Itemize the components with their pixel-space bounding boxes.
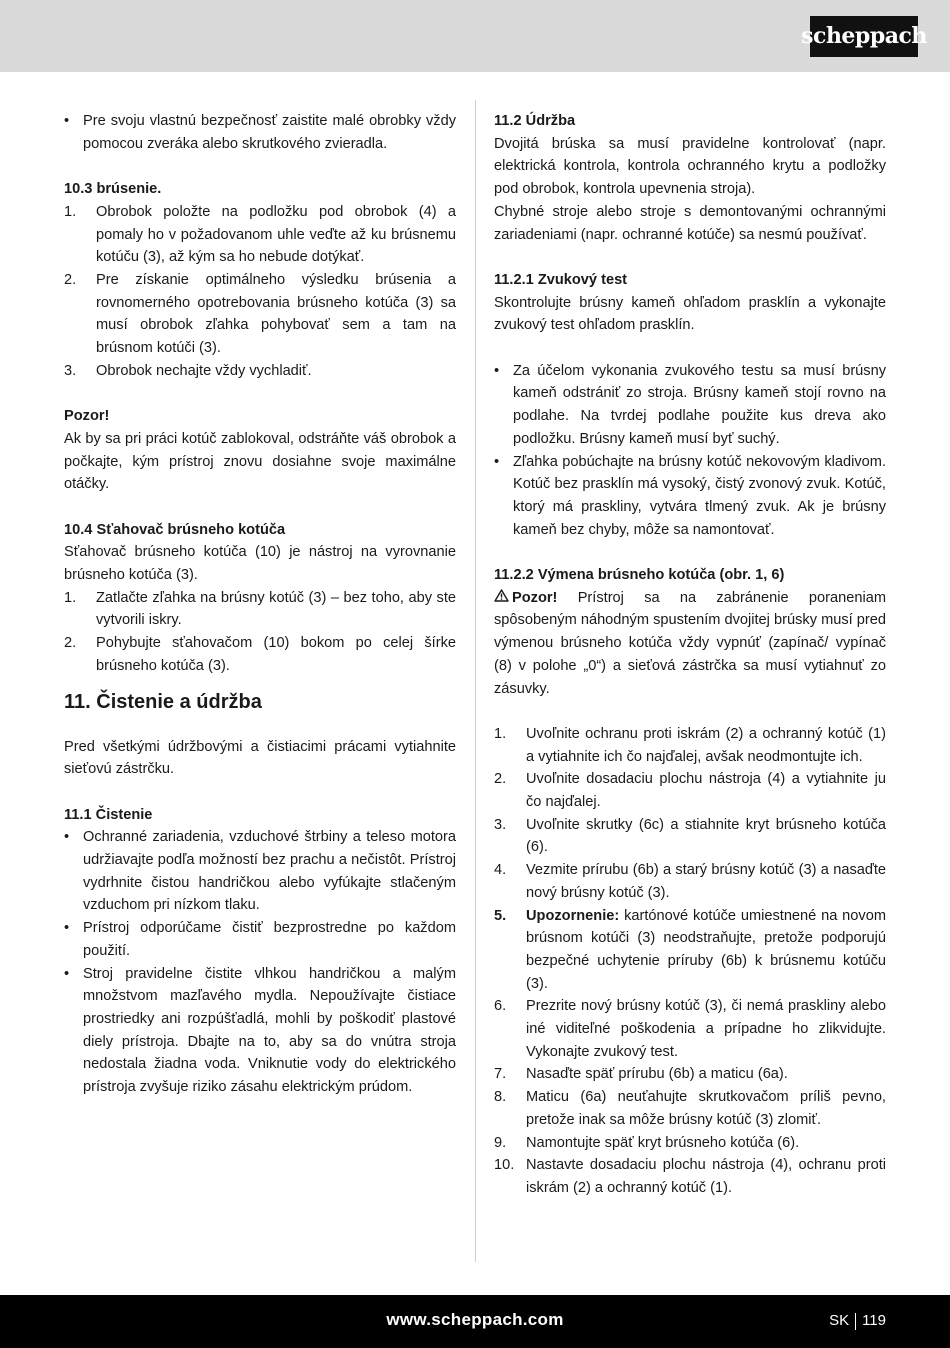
list-item: 1. Obrobok položte na podložku pod obrobok (4) a pomaly ho v požadovanom uhle veďte až ku brúsnemu kotúču (3), až kým sa ho nebude dotýkať. (64, 203, 456, 266)
pozor-title: Pozor! (64, 408, 110, 425)
section-11-2-p1: Dvojitá brúska sa musí pravidelne kontrolovať (napr. elektrická kontrola, kontrola ochranného krytu a podložky pod obrobok, kontrola upevnenia stroja). (494, 135, 886, 198)
list-item: 2. Pre získanie optimálneho výsledku brúsenia a rovnomerného opotrebovania brúsneho kotúča (3) sa musí obrobok zľahka pohybovať sem a tam na brúsnom kotúči (3). (64, 271, 456, 357)
list-item: • Ochranné zariadenia, vzduchové štrbiny a teleso motora udržiavajte podľa možností bez prachu a nečistôt. Prístroj vydrhnite čistou handričkou alebo vyfúkajte stlačeným vzduchom pri nízkom tlaku. (64, 826, 456, 917)
list-item: 5. Upozornenie: kartónové kotúče umiestnené na novom brúsnom kotúči (3) neodstraňujte, pretože podporujú bezpečné uchytenie príruby (6b) k brúsnemu kotúču (3). (494, 907, 886, 992)
list-item: 3. Uvoľnite skrutky (6c) a stiahnite kryt brúsneho kotúča (6). (494, 816, 886, 856)
list-item: • Zľahka pobúchajte na brúsny kotúč nekovovým kladivom. Kotúč bez prasklín má vysoký, čistý zvonový zvuk. Kotúč, ktorý má praskliny, vytvára tlmený zvuk. Ak je brúsny kameň bez chyby, môže sa namontovať. (494, 451, 886, 542)
page-number (829, 1310, 886, 1333)
footer-bar (0, 1295, 950, 1348)
list-item: 10. Nastavte dosadaciu plochu nástroja (4), ochranu proti iskrám (2) a ochranný kotúč (1). (494, 1157, 886, 1196)
warning-text: Prístroj sa na zabránenie poraneniam spôsobeným náhodným spustením dvojitej brúsky musí pred výmenou brúsneho kotúča vždy vypnúť (zapínač/ vypínač (8) v polohe „0“) a sieťová zástrčka sa musí vytiahnuť zo zásuvky. (494, 589, 886, 697)
pozor-text: Ak by sa pri práci kotúč zablokoval, odstráňte váš obrobok a počkajte, kým prístroj znovu dosiahne svoje maximálne otáčky. (64, 430, 456, 493)
section-11-2-title: 11.2 Údržba (494, 113, 576, 129)
warning-label: Pozor! (512, 589, 558, 606)
list-item: 9. Namontujte späť kryt brúsneho kotúča (6). (494, 1134, 800, 1151)
section-11-2-1-title: 11.2.1 Zvukový test (494, 271, 628, 288)
section-10-3-title: 10.3 brúsenie. (64, 181, 162, 198)
list-item: • Za účelom vykonania zvukového testu sa musí brúsny kameň odstrániť zo stroja. Brúsny kameň stojí rovno na podlahe. Na tvrdej podlahe použite kus dreva ako podložku. Brúsny kameň musí byť suchý. (494, 360, 886, 451)
list-item: 3. Obrobok nechajte vždy vychladiť. (64, 362, 312, 379)
section-10-4-steps (64, 587, 456, 678)
footer-url[interactable]: www.scheppach.com (386, 1310, 564, 1329)
section-10-3-steps (64, 201, 456, 383)
list-item: • Stroj pravidelne čistite vlhkou handričkou a malým množstvom mazľavého mydla. Nepoužívajte čistiace prostriedky ani rozpúšťadlá, mohli by poškodiť plastové diely prístroja. Dbajte na to, aby sa do vnútra stroja nedostala žiadna voda. Vniknutie vody do elektrického prístroja zvyšuje riziko zásahu elektrickým prúdom. (64, 963, 456, 1099)
section-11-title: 11. Čistenie a údržba (64, 690, 262, 713)
section-11-2-1-intro: Skontrolujte brúsny kameň ohľadom prasklín a vykonajte zvukový test ohľadom prasklín. (494, 294, 886, 334)
list-item: 6. Prezrite nový brúsny kotúč (3), či nemá praskliny alebo iné viditeľné poškodenia a prípadne ho zlikvidujte. Vykonajte zvukový test. (494, 998, 886, 1060)
brand-logo (801, 16, 927, 57)
left-column (64, 110, 456, 1099)
section-10-4-title: 10.4 Sťahovač brúsneho kotúča (64, 521, 286, 538)
section-11-2-1-bullets (494, 360, 886, 542)
header-bar (0, 0, 950, 72)
warning-paragraph (494, 587, 886, 701)
section-11-2-p2: Chybné stroje alebo stroje s demontovanými ochrannými zariadeniami (napr. ochranné kotúče) sa nesmú používať. (494, 203, 886, 243)
section-11-2-2-title: 11.2.2 Výmena brúsneho kotúča (obr. 1, 6) (494, 567, 785, 584)
list-item: • Prístroj odporúčame čistiť bezprostredne po každom použití. (64, 917, 456, 962)
warning-triangle-icon (494, 587, 509, 610)
list-item: • Pre svoju vlastnú bezpečnosť zaistite malé obrobky vždy pomocou zveráka alebo skrutkového zvieradla. (64, 110, 456, 155)
footer-separator (855, 1313, 856, 1330)
list-item: 2. Uvoľnite dosadaciu plochu nástroja (4) a vytiahnite ju čo najďalej. (494, 771, 886, 811)
page-number-value: 119 (862, 1312, 886, 1329)
section-11-intro: Pred všetkými údržbovými a čistiacimi prácami vytiahnite sieťovú zástrčku. (64, 738, 456, 778)
right-column (494, 110, 886, 1200)
section-11-1-bullets (64, 826, 456, 1098)
section-11-2-2-steps (494, 723, 886, 1200)
list-item: 4. Vezmite prírubu (6b) a starý brúsny kotúč (3) a nasaďte nový brúsny kotúč (3). (494, 862, 886, 901)
brand-logo-text: scheppach (801, 23, 927, 50)
list-item: 2. Pohybujte sťahovačom (10) bokom po celej šírke brúsneho kotúča (3). (64, 635, 456, 674)
list-item: 1. Uvoľnite ochranu proti iskrám (2) a ochranný kotúč (1) a vytiahnite ich čo najďalej, avšak neodmontujte ich. (494, 725, 886, 765)
section-11-1-title: 11.1 Čistenie (64, 806, 153, 823)
column-divider (475, 100, 476, 1262)
list-item: 7. Nasaďte späť prírubu (6b) a maticu (6a). (494, 1066, 788, 1083)
intro-bullet-list (64, 110, 456, 155)
section-10-4-intro: Sťahovač brúsneho kotúča (10) je nástroj na vyrovnanie brúsneho kotúča (3). (64, 544, 456, 584)
language-code: SK (829, 1312, 850, 1329)
list-item: 1. Zatlačte zľahka na brúsny kotúč (3) – bez toho, aby ste vytvorili iskry. (64, 589, 456, 629)
list-item: 8. Maticu (6a) neuťahujte skrutkovačom príliš pevno, pretože inak sa môže brúsny kotúč (3) zlomiť. (494, 1089, 886, 1128)
